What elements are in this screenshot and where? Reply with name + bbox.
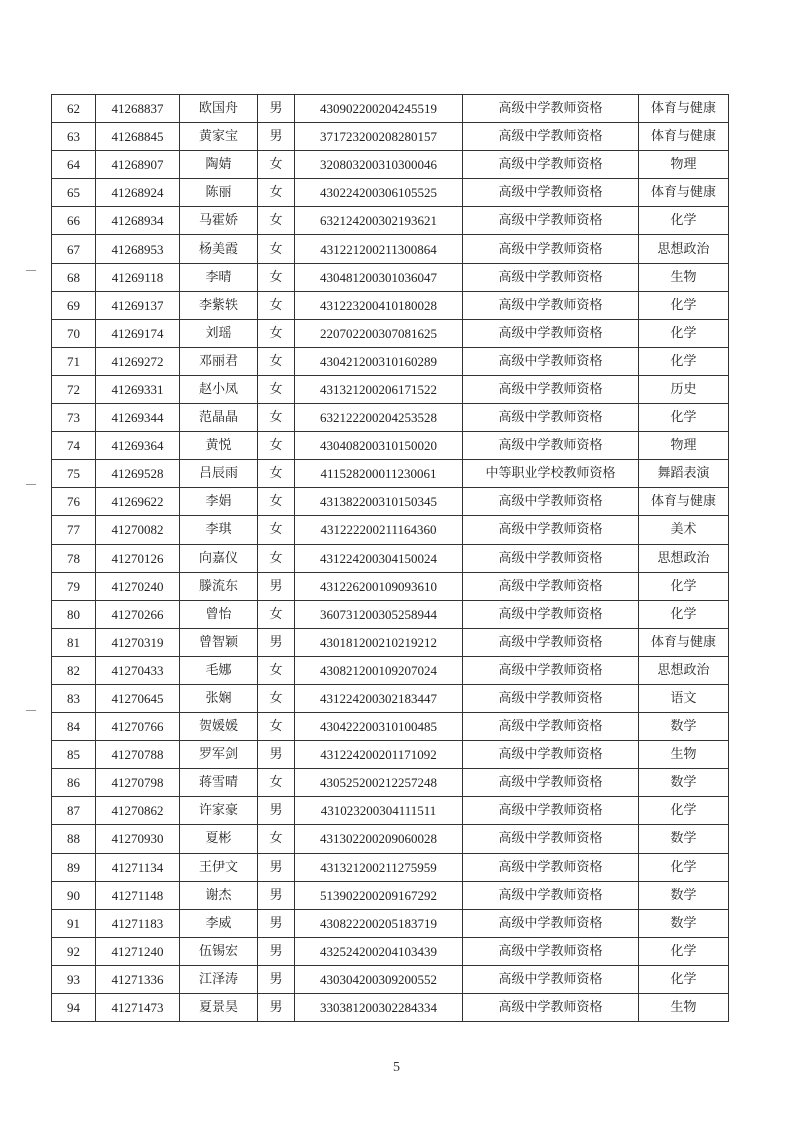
id-number-cell: 431224200302183447 (295, 684, 463, 712)
table-row (52, 404, 729, 432)
seq-no-cell: 82 (52, 656, 96, 684)
gender-cell: 男 (258, 937, 295, 965)
candidate-id-cell: 41270082 (96, 516, 180, 544)
seq-no-cell: 89 (52, 853, 96, 881)
table-row (52, 656, 729, 684)
table-row (52, 291, 729, 319)
qualification-cell: 高级中学教师资格 (463, 347, 639, 375)
table-row (52, 544, 729, 572)
table-row (52, 375, 729, 403)
candidate-id-cell: 41268845 (96, 123, 180, 151)
seq-no-cell: 74 (52, 432, 96, 460)
subject-cell: 化学 (639, 965, 729, 993)
subject-cell: 化学 (639, 572, 729, 600)
gender-cell: 男 (258, 881, 295, 909)
gender-cell: 女 (258, 825, 295, 853)
table-row (52, 179, 729, 207)
qualification-cell: 高级中学教师资格 (463, 488, 639, 516)
candidate-id-cell: 41270433 (96, 656, 180, 684)
candidate-id-cell: 41270126 (96, 544, 180, 572)
subject-cell: 美术 (639, 516, 729, 544)
id-number-cell: 430902200204245519 (295, 95, 463, 123)
name-cell: 贺媛媛 (180, 713, 258, 741)
subject-cell: 生物 (639, 741, 729, 769)
seq-no-cell: 84 (52, 713, 96, 741)
table-row (52, 741, 729, 769)
name-cell: 赵小凤 (180, 375, 258, 403)
subject-cell: 化学 (639, 937, 729, 965)
seq-no-cell: 83 (52, 684, 96, 712)
id-number-cell: 430224200306105525 (295, 179, 463, 207)
gender-cell: 女 (258, 151, 295, 179)
qualification-cell: 高级中学教师资格 (463, 909, 639, 937)
qualification-cell: 高级中学教师资格 (463, 797, 639, 825)
id-number-cell: 431223200410180028 (295, 291, 463, 319)
candidate-id-cell: 41271473 (96, 994, 180, 1022)
gender-cell: 女 (258, 600, 295, 628)
table-row (52, 151, 729, 179)
gender-cell: 男 (258, 123, 295, 151)
id-number-cell: 431321200206171522 (295, 375, 463, 403)
table-row (52, 600, 729, 628)
subject-cell: 数学 (639, 713, 729, 741)
qualification-cell: 高级中学教师资格 (463, 656, 639, 684)
gender-cell: 男 (258, 572, 295, 600)
id-number-cell: 431224200304150024 (295, 544, 463, 572)
gender-cell: 女 (258, 544, 295, 572)
id-number-cell: 430481200301036047 (295, 263, 463, 291)
table-row (52, 937, 729, 965)
gender-cell: 女 (258, 347, 295, 375)
seq-no-cell: 79 (52, 572, 96, 600)
id-number-cell: 431221200211300864 (295, 235, 463, 263)
gender-cell: 男 (258, 628, 295, 656)
qualification-cell: 高级中学教师资格 (463, 994, 639, 1022)
subject-cell: 思想政治 (639, 544, 729, 572)
table-row (52, 965, 729, 993)
id-number-cell: 513902200209167292 (295, 881, 463, 909)
id-number-cell: 430408200310150020 (295, 432, 463, 460)
name-cell: 陶婧 (180, 151, 258, 179)
seq-no-cell: 78 (52, 544, 96, 572)
subject-cell: 历史 (639, 375, 729, 403)
qualification-cell: 高级中学教师资格 (463, 179, 639, 207)
id-number-cell: 431321200211275959 (295, 853, 463, 881)
table-row (52, 123, 729, 151)
seq-no-cell: 93 (52, 965, 96, 993)
gender-cell: 男 (258, 95, 295, 123)
seq-no-cell: 67 (52, 235, 96, 263)
seq-no-cell: 62 (52, 95, 96, 123)
candidate-id-cell: 41269344 (96, 404, 180, 432)
qualification-cell: 高级中学教师资格 (463, 375, 639, 403)
table-row (52, 319, 729, 347)
qualification-cell: 高级中学教师资格 (463, 263, 639, 291)
qualification-cell: 高级中学教师资格 (463, 825, 639, 853)
qualification-cell: 中等职业学校教师资格 (463, 460, 639, 488)
table-row (52, 909, 729, 937)
id-number-cell: 632124200302193621 (295, 207, 463, 235)
subject-cell: 生物 (639, 994, 729, 1022)
seq-no-cell: 68 (52, 263, 96, 291)
name-cell: 夏景昊 (180, 994, 258, 1022)
seq-no-cell: 81 (52, 628, 96, 656)
name-cell: 欧国舟 (180, 95, 258, 123)
name-cell: 吕辰雨 (180, 460, 258, 488)
id-number-cell: 430421200310160289 (295, 347, 463, 375)
gender-cell: 女 (258, 488, 295, 516)
candidate-id-cell: 41268953 (96, 235, 180, 263)
subject-cell: 思想政治 (639, 235, 729, 263)
candidate-id-cell: 41268907 (96, 151, 180, 179)
subject-cell: 生物 (639, 263, 729, 291)
id-number-cell: 320803200310300046 (295, 151, 463, 179)
subject-cell: 化学 (639, 291, 729, 319)
candidate-id-cell: 41271134 (96, 853, 180, 881)
id-number-cell: 432524200204103439 (295, 937, 463, 965)
candidate-id-cell: 41270319 (96, 628, 180, 656)
subject-cell: 数学 (639, 769, 729, 797)
candidate-id-cell: 41270766 (96, 713, 180, 741)
name-cell: 李紫轶 (180, 291, 258, 319)
table-row (52, 95, 729, 123)
candidate-id-cell: 41270788 (96, 741, 180, 769)
name-cell: 许家豪 (180, 797, 258, 825)
name-cell: 夏彬 (180, 825, 258, 853)
seq-no-cell: 73 (52, 404, 96, 432)
id-number-cell: 431222200211164360 (295, 516, 463, 544)
name-cell: 江泽涛 (180, 965, 258, 993)
qualification-cell: 高级中学教师资格 (463, 432, 639, 460)
gender-cell: 女 (258, 375, 295, 403)
seq-no-cell: 76 (52, 488, 96, 516)
gender-cell: 女 (258, 404, 295, 432)
gender-cell: 女 (258, 207, 295, 235)
subject-cell: 体育与健康 (639, 179, 729, 207)
name-cell: 王伊文 (180, 853, 258, 881)
seq-no-cell: 70 (52, 319, 96, 347)
name-cell: 李琪 (180, 516, 258, 544)
id-number-cell: 360731200305258944 (295, 600, 463, 628)
id-number-cell: 430822200205183719 (295, 909, 463, 937)
name-cell: 李晴 (180, 263, 258, 291)
qualification-cell: 高级中学教师资格 (463, 572, 639, 600)
roster-table (51, 94, 729, 1022)
table-row (52, 460, 729, 488)
gender-cell: 男 (258, 741, 295, 769)
seq-no-cell: 66 (52, 207, 96, 235)
name-cell: 伍锡宏 (180, 937, 258, 965)
gender-cell: 男 (258, 994, 295, 1022)
seq-no-cell: 71 (52, 347, 96, 375)
roster-body (52, 95, 729, 1022)
scan-mark (26, 710, 36, 711)
subject-cell: 化学 (639, 319, 729, 347)
qualification-cell: 高级中学教师资格 (463, 207, 639, 235)
seq-no-cell: 72 (52, 375, 96, 403)
qualification-cell: 高级中学教师资格 (463, 95, 639, 123)
gender-cell: 女 (258, 291, 295, 319)
gender-cell: 男 (258, 797, 295, 825)
table-row (52, 347, 729, 375)
subject-cell: 思想政治 (639, 656, 729, 684)
qualification-cell: 高级中学教师资格 (463, 235, 639, 263)
name-cell: 黄悦 (180, 432, 258, 460)
name-cell: 曾智颖 (180, 628, 258, 656)
seq-no-cell: 65 (52, 179, 96, 207)
candidate-id-cell: 41271336 (96, 965, 180, 993)
candidate-id-cell: 41269118 (96, 263, 180, 291)
candidate-id-cell: 41270798 (96, 769, 180, 797)
gender-cell: 女 (258, 713, 295, 741)
candidate-id-cell: 41269272 (96, 347, 180, 375)
gender-cell: 女 (258, 319, 295, 347)
seq-no-cell: 64 (52, 151, 96, 179)
table-row (52, 516, 729, 544)
name-cell: 刘瑶 (180, 319, 258, 347)
table-row (52, 853, 729, 881)
qualification-cell: 高级中学教师资格 (463, 713, 639, 741)
name-cell: 陈丽 (180, 179, 258, 207)
seq-no-cell: 91 (52, 909, 96, 937)
subject-cell: 化学 (639, 347, 729, 375)
subject-cell: 体育与健康 (639, 123, 729, 151)
subject-cell: 化学 (639, 853, 729, 881)
scan-mark (26, 484, 36, 485)
subject-cell: 物理 (639, 432, 729, 460)
candidate-id-cell: 41269364 (96, 432, 180, 460)
qualification-cell: 高级中学教师资格 (463, 319, 639, 347)
page-number: 5 (393, 1060, 400, 1075)
candidate-id-cell: 41271183 (96, 909, 180, 937)
seq-no-cell: 77 (52, 516, 96, 544)
table-row (52, 684, 729, 712)
table-row (52, 713, 729, 741)
gender-cell: 女 (258, 656, 295, 684)
subject-cell: 体育与健康 (639, 628, 729, 656)
name-cell: 马霍娇 (180, 207, 258, 235)
gender-cell: 男 (258, 965, 295, 993)
subject-cell: 数学 (639, 881, 729, 909)
name-cell: 邓丽君 (180, 347, 258, 375)
table-row (52, 488, 729, 516)
name-cell: 范晶晶 (180, 404, 258, 432)
gender-cell: 女 (258, 769, 295, 797)
qualification-cell: 高级中学教师资格 (463, 404, 639, 432)
table-row (52, 825, 729, 853)
qualification-cell: 高级中学教师资格 (463, 291, 639, 319)
gender-cell: 女 (258, 684, 295, 712)
candidate-id-cell: 41271240 (96, 937, 180, 965)
seq-no-cell: 69 (52, 291, 96, 319)
candidate-id-cell: 41271148 (96, 881, 180, 909)
id-number-cell: 430181200210219212 (295, 628, 463, 656)
name-cell: 谢杰 (180, 881, 258, 909)
seq-no-cell: 88 (52, 825, 96, 853)
name-cell: 向嘉仪 (180, 544, 258, 572)
table-row (52, 235, 729, 263)
qualification-cell: 高级中学教师资格 (463, 741, 639, 769)
table-row (52, 769, 729, 797)
gender-cell: 女 (258, 460, 295, 488)
seq-no-cell: 90 (52, 881, 96, 909)
id-number-cell: 430304200309200552 (295, 965, 463, 993)
candidate-id-cell: 41270862 (96, 797, 180, 825)
candidate-id-cell: 41268924 (96, 179, 180, 207)
id-number-cell: 430422200310100485 (295, 713, 463, 741)
table-row (52, 572, 729, 600)
subject-cell: 化学 (639, 404, 729, 432)
qualification-cell: 高级中学教师资格 (463, 123, 639, 151)
seq-no-cell: 80 (52, 600, 96, 628)
qualification-cell: 高级中学教师资格 (463, 600, 639, 628)
table-row (52, 432, 729, 460)
subject-cell: 数学 (639, 825, 729, 853)
id-number-cell: 411528200011230061 (295, 460, 463, 488)
subject-cell: 体育与健康 (639, 488, 729, 516)
qualification-cell: 高级中学教师资格 (463, 937, 639, 965)
candidate-id-cell: 41269137 (96, 291, 180, 319)
qualification-cell: 高级中学教师资格 (463, 628, 639, 656)
candidate-id-cell: 41270930 (96, 825, 180, 853)
gender-cell: 男 (258, 853, 295, 881)
qualification-cell: 高级中学教师资格 (463, 151, 639, 179)
subject-cell: 化学 (639, 797, 729, 825)
subject-cell: 数学 (639, 909, 729, 937)
gender-cell: 男 (258, 909, 295, 937)
name-cell: 李娟 (180, 488, 258, 516)
name-cell: 毛娜 (180, 656, 258, 684)
name-cell: 李威 (180, 909, 258, 937)
table-row (52, 628, 729, 656)
table-row (52, 207, 729, 235)
seq-no-cell: 63 (52, 123, 96, 151)
candidate-id-cell: 41269331 (96, 375, 180, 403)
candidate-id-cell: 41270266 (96, 600, 180, 628)
qualification-cell: 高级中学教师资格 (463, 516, 639, 544)
gender-cell: 女 (258, 235, 295, 263)
candidate-id-cell: 41268837 (96, 95, 180, 123)
table-row (52, 881, 729, 909)
candidate-id-cell: 41268934 (96, 207, 180, 235)
gender-cell: 女 (258, 516, 295, 544)
seq-no-cell: 92 (52, 937, 96, 965)
id-number-cell: 431302200209060028 (295, 825, 463, 853)
candidate-id-cell: 41270645 (96, 684, 180, 712)
subject-cell: 物理 (639, 151, 729, 179)
id-number-cell: 431226200109093610 (295, 572, 463, 600)
id-number-cell: 371723200208280157 (295, 123, 463, 151)
name-cell: 黄家宝 (180, 123, 258, 151)
subject-cell: 体育与健康 (639, 95, 729, 123)
candidate-id-cell: 41269622 (96, 488, 180, 516)
gender-cell: 女 (258, 263, 295, 291)
candidate-id-cell: 41269528 (96, 460, 180, 488)
gender-cell: 女 (258, 432, 295, 460)
table-row (52, 797, 729, 825)
name-cell: 张娴 (180, 684, 258, 712)
gender-cell: 女 (258, 179, 295, 207)
subject-cell: 舞蹈表演 (639, 460, 729, 488)
qualification-cell: 高级中学教师资格 (463, 544, 639, 572)
subject-cell: 语文 (639, 684, 729, 712)
seq-no-cell: 75 (52, 460, 96, 488)
candidate-id-cell: 41270240 (96, 572, 180, 600)
id-number-cell: 431224200201171092 (295, 741, 463, 769)
qualification-cell: 高级中学教师资格 (463, 684, 639, 712)
seq-no-cell: 94 (52, 994, 96, 1022)
id-number-cell: 430821200109207024 (295, 656, 463, 684)
qualification-cell: 高级中学教师资格 (463, 965, 639, 993)
seq-no-cell: 87 (52, 797, 96, 825)
subject-cell: 化学 (639, 600, 729, 628)
qualification-cell: 高级中学教师资格 (463, 853, 639, 881)
id-number-cell: 632122200204253528 (295, 404, 463, 432)
name-cell: 蒋雪晴 (180, 769, 258, 797)
candidate-id-cell: 41269174 (96, 319, 180, 347)
table-row (52, 994, 729, 1022)
id-number-cell: 431382200310150345 (295, 488, 463, 516)
id-number-cell: 330381200302284334 (295, 994, 463, 1022)
name-cell: 滕流东 (180, 572, 258, 600)
scan-mark (26, 270, 36, 271)
name-cell: 罗军剑 (180, 741, 258, 769)
id-number-cell: 220702200307081625 (295, 319, 463, 347)
seq-no-cell: 85 (52, 741, 96, 769)
seq-no-cell: 86 (52, 769, 96, 797)
name-cell: 曾怡 (180, 600, 258, 628)
qualification-cell: 高级中学教师资格 (463, 881, 639, 909)
qualification-cell: 高级中学教师资格 (463, 769, 639, 797)
id-number-cell: 431023200304111511 (295, 797, 463, 825)
id-number-cell: 430525200212257248 (295, 769, 463, 797)
name-cell: 杨美霞 (180, 235, 258, 263)
subject-cell: 化学 (639, 207, 729, 235)
table-row (52, 263, 729, 291)
